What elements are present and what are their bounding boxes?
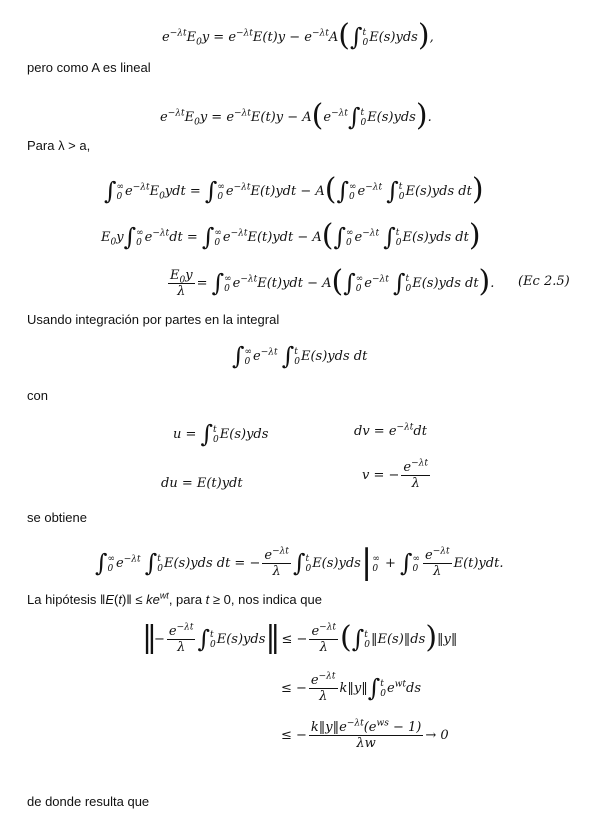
equation-u: u = ∫t 0E(s)yds bbox=[173, 420, 269, 448]
equation-1: $e^{-\lambda t}E_0y = e^{-\lambda t}E(t)y - e^{-\lambda t}A(\int t$ 0E(s)yds), bbox=[162, 18, 434, 53]
text-con: con bbox=[27, 388, 48, 403]
text-se-obtiene: se obtiene bbox=[27, 510, 87, 525]
text-de-donde: de donde resulta que bbox=[27, 794, 150, 809]
text-hipotesis: La hipótesis ‖E(t)‖ ≤ $ke^{wt}$, para t ≥ 0, nos indica que bbox=[27, 590, 322, 607]
equation-5: $\frac{E_0y}{\lambda}$ = ∫∞ 0 $e^{-\lambda t}E(t)ydt - A(\int\infty$ 0 $e^{-\lambda t}$ ∫t 0E(s)yds dt). bbox=[170, 264, 495, 299]
text-para-lambda: Para λ > a, bbox=[27, 138, 91, 153]
equation-9: ∫∞ 0 $e^{-\lambda t}$ ∫t 0E(s)yds dt = − $\frac{e^{-\lambda t}}{\lambda}$ ∫t 0E(s)yds|∞ 0 + ∫∞ 0 $\frac{e^{-\lambda t}}{\lambda}$ E(t)ydt. bbox=[95, 542, 504, 582]
equation-dv: dv = $e^{-\lambda t}dt$ bbox=[354, 422, 427, 439]
equation-3: ∫∞ 0 $e^{-\lambda t}E_0ydt$ = ∫∞ 0 $e^{-\lambda t}E(t)ydt - A(\int\infty$ 0 $e^{-\lambda t}$ ∫t 0E(s)yds dt) bbox=[104, 172, 484, 207]
text-usando-integracion: Usando integración por partes en la integral bbox=[27, 312, 280, 327]
equation-6: ∫∞ 0 $e^{-\lambda t}$ ∫t 0E(s)yds dt bbox=[232, 342, 368, 370]
equation-tag-ec-2-5: (Ec 2.5) bbox=[518, 274, 570, 289]
equation-v: v = − $\frac{e^{-\lambda t}}{\lambda}$ bbox=[362, 458, 428, 491]
equation-4: $E_0y\int\infty$ 0 $e^{-\lambda t}dt$ = ∫∞ 0 $e^{-\lambda t}E(t)ydt - A(\int\infty$ 0 $e^{-\lambda t}$ ∫t 0E(s)yds dt) bbox=[101, 218, 481, 253]
equation-du: du = E(t)ydt bbox=[161, 476, 243, 491]
text-pero-como: pero como A es lineal bbox=[27, 60, 151, 75]
equation-2: $e^{-\lambda t}E_0y = e^{-\lambda t}E(t)y - A(e^{-\lambda t}\int t$ 0E(s)yds). bbox=[160, 98, 432, 133]
equation-11: ≤ − $\frac{e^{-\lambda t}}{\lambda}$ k‖y‖∫t $0e^{wt}ds$ bbox=[281, 671, 422, 704]
equation-10: ‖− $\frac{e^{-\lambda t}}{\lambda}$ ∫t 0E(s)yds‖ ≤ − $\frac{e^{-\lambda t}}{\lambda}$ (∫t 0‖E(s)‖ds)‖y‖ bbox=[142, 620, 458, 655]
equation-12: ≤ − $\frac{k‖y‖e^{-\lambda t}(e^{ws} - 1)}{\lambda w}$ → 0 bbox=[281, 718, 449, 751]
